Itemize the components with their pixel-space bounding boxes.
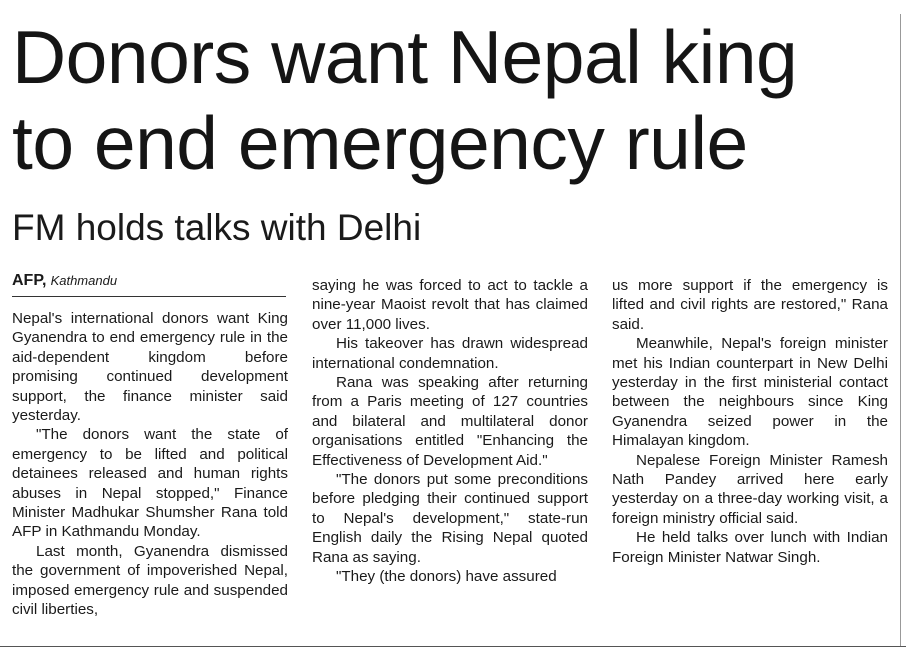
headline-line-1: Donors want Nepal king bbox=[12, 15, 798, 99]
paragraph: us more support if the emergency is lifted and civil rights are restored," Rana said. bbox=[612, 277, 888, 333]
paragraph: Meanwhile, Nepal's foreign minister met his Indian counterpart in New Delhi yesterday in the first ministerial contact between the neighbours since King Gyanendra seized power in the Himalayan kingdom. bbox=[612, 335, 888, 450]
column-rule bbox=[900, 14, 901, 646]
paragraph: Nepal's international donors want King Gyanendra to end emergency rule in the aid-dependent kingdom before promising continued development support, the finance minister said yesterday. bbox=[12, 310, 288, 425]
headline-line-2: to end emergency rule bbox=[12, 101, 748, 185]
article-column-2 bbox=[312, 276, 588, 587]
bottom-rule bbox=[0, 646, 906, 647]
article-column-1 bbox=[12, 309, 288, 620]
paragraph: saying he was forced to act to tackle a nine-year Maoist revolt that has claimed over 11,000 lives. bbox=[312, 277, 588, 333]
paragraph: "They (the donors) have assured bbox=[336, 568, 557, 586]
subheadline: FM holds talks with Delhi bbox=[12, 207, 422, 248]
byline-location: Kathmandu bbox=[50, 273, 118, 288]
paragraph: "The donors want the state of emergency to be lifted and political detainees released and human rights abuses in Nepal stopped," Finance Minister Madhukar Shumsher Rana told AFP in Kathmandu Monday. bbox=[12, 426, 288, 541]
headline bbox=[12, 14, 892, 186]
byline bbox=[12, 271, 286, 291]
byline-agency: AFP, bbox=[12, 272, 47, 289]
paragraph: Nepalese Foreign Minister Ramesh Nath Pandey arrived here early yesterday on a three-day working visit, a foreign ministry official said. bbox=[612, 451, 888, 527]
paragraph: Rana was speaking after returning from a Paris meeting of 127 countries and bilateral and multilateral donor organisations entitled "Enhancing the Effectiveness of Development Aid." bbox=[312, 374, 588, 469]
article-column-3 bbox=[612, 276, 888, 567]
paragraph: He held talks over lunch with Indian Foreign Minister Natwar Singh. bbox=[612, 529, 888, 566]
paragraph: His takeover has drawn widespread international condemnation. bbox=[312, 335, 588, 372]
paragraph: "The donors put some preconditions before pledging their continued support to Nepal's development," state-run English daily the Rising Nepal quoted Rana as saying. bbox=[312, 471, 588, 566]
paragraph: Last month, Gyanendra dismissed the government of impoverished Nepal, imposed emergency rule and suspended civil liberties, bbox=[12, 542, 288, 619]
byline-divider bbox=[12, 296, 286, 297]
